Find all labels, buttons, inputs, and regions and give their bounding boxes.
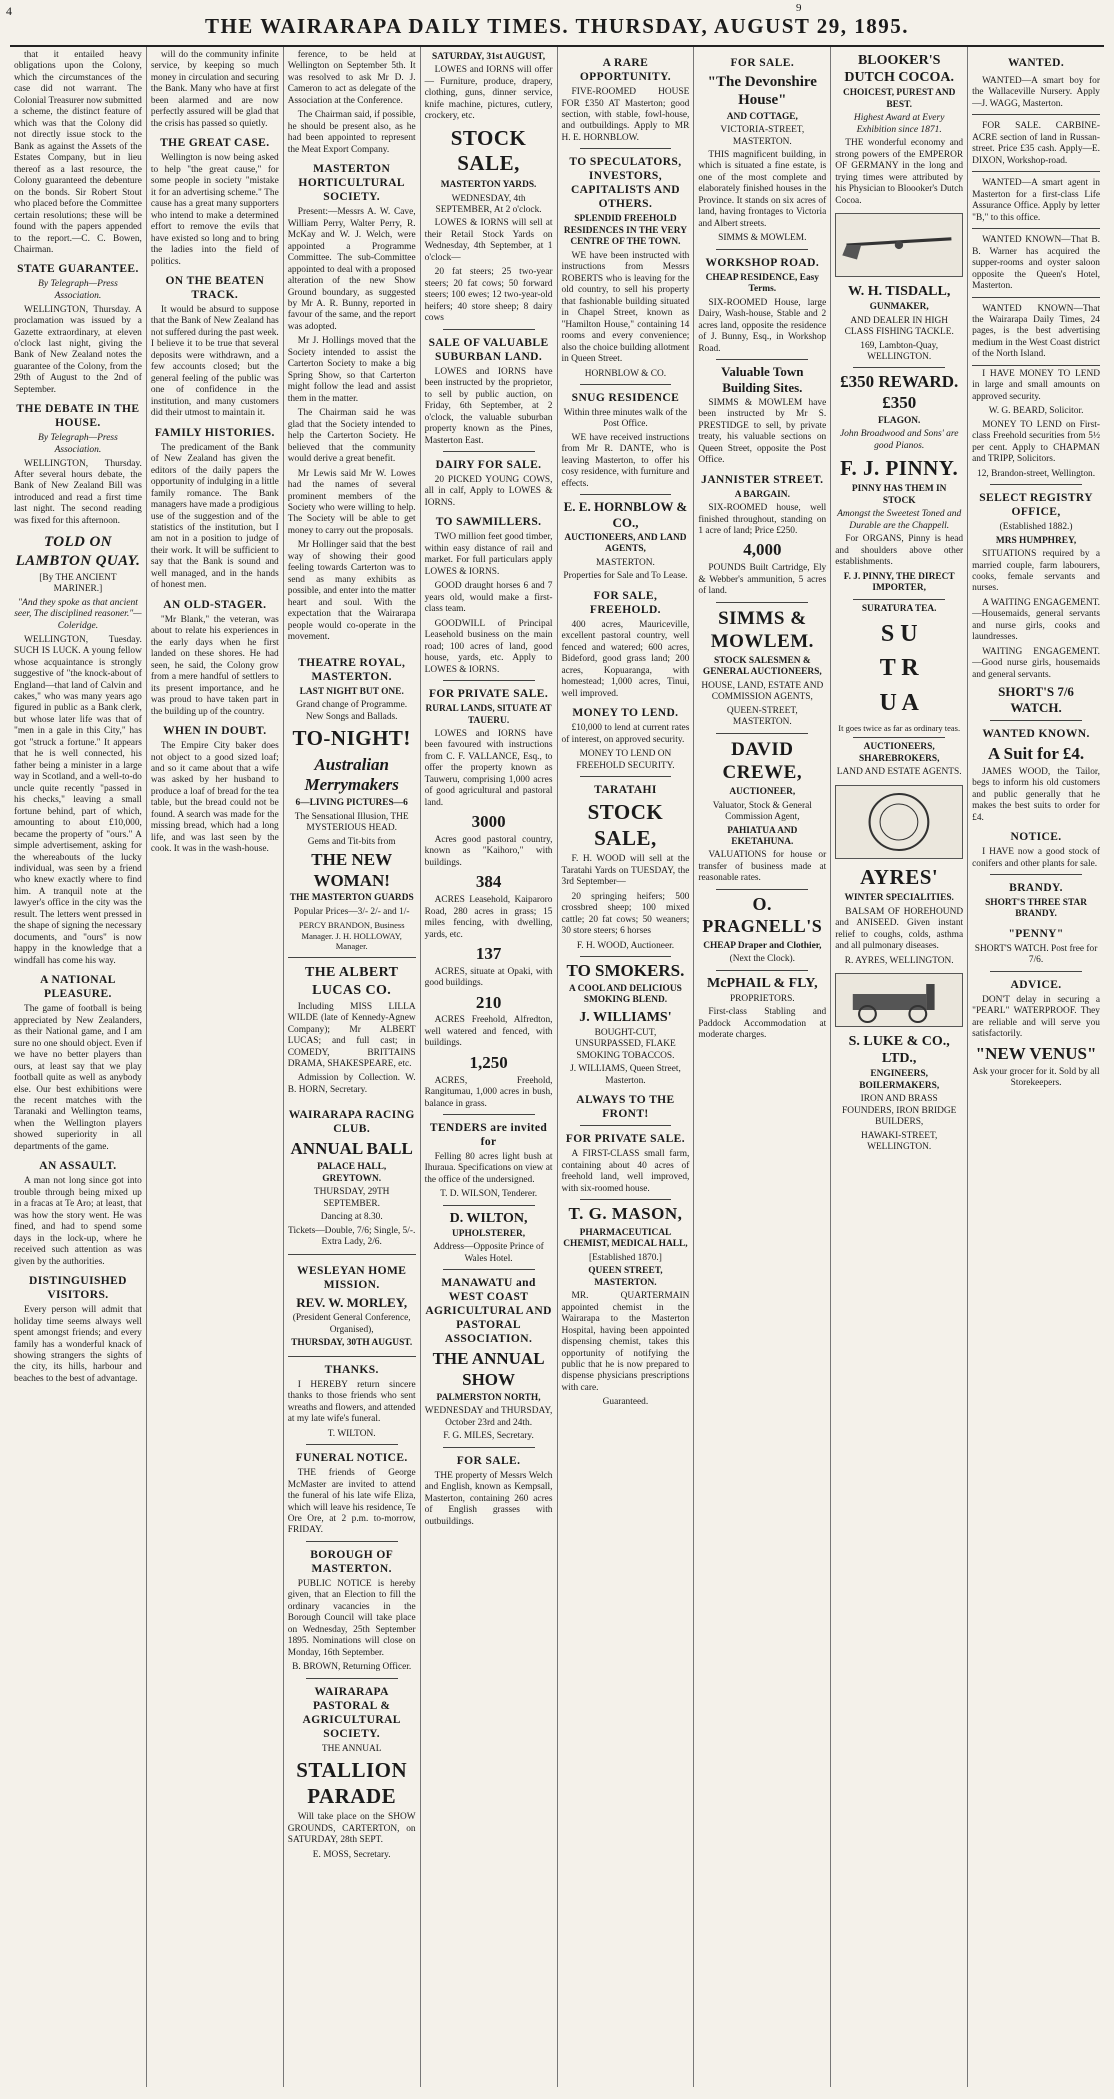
mason-title: T. G. MASON, <box>568 1204 683 1224</box>
tenders-sig: T. D. WILSON, Tenderer. <box>440 1189 538 1200</box>
hornblow-text: Properties for Sale and To Lease. <box>563 571 688 582</box>
divider <box>716 602 808 603</box>
advice-text: DON'T delay in securing a "PEARL" WATERPROOF. They are reliable and will serve you satisfactorily. <box>972 994 1100 1040</box>
home-title: FOR SALE. <box>730 57 795 69</box>
wood-text: JAMES WOOD, the Tailor, begs to inform his old customers and public generally that he makes the best suits to order for £4. <box>972 766 1100 823</box>
crewe-text: VALUATIONS for house or transfer of business made at reasonable rates. <box>698 850 827 884</box>
investors-title: TO SPECULATORS, INVESTORS, CAPITALISTS AND OTHERS. <box>569 156 682 211</box>
article-text: Admission by Collection. W. B. HORN, Secretary. <box>287 1073 416 1095</box>
divider <box>443 451 535 452</box>
mission-sub: (President General Conference, Organised), <box>292 1313 411 1335</box>
wanted-title: WANTED. <box>1007 57 1065 69</box>
notice-text: I HAVE now a good stock of conifers and other plants for sale. <box>972 847 1100 869</box>
heading: TOLD ON LAMBTON QUAY. <box>15 534 141 569</box>
divider <box>716 889 808 890</box>
column-6 <box>694 47 831 2087</box>
private-sale-text: A FIRST-CLASS small farm, containing about 40 acres of freehold land, well improved, with six-roomed house. <box>561 1149 690 1194</box>
borough-sig: B. BROWN, Returning Officer. <box>292 1662 412 1673</box>
pragnell-sub: CHEAP Draper and Clothier, <box>703 940 822 951</box>
stock-place: MASTERTON YARDS. <box>440 180 537 191</box>
theatre-big: TO-NIGHT! <box>292 726 411 751</box>
heading: FAMILY HISTORIES. <box>154 426 275 439</box>
classified: WANTED—A smart agent in Masterton for a first-class Life Assurance Office. Apply by letter "B," to this office. <box>972 175 1100 229</box>
investors-sub: SPLENDID FREEHOLD RESIDENCES IN THE VERY CENTRE OF THE TOWN. <box>563 214 687 248</box>
investors-text: WE have been instructed with instructions from Messrs ROBERTS who is leaving for the old country, to sell his property that fashionable building situated in Chapel Street, known as "Hamilton House," containing 14 rooms and every convenience; also the choice building allotment in Queen Street. <box>561 250 690 365</box>
mason-sig: Guaranteed. <box>602 1397 649 1408</box>
mission-ad <box>288 1255 416 1356</box>
divider <box>306 1678 398 1679</box>
show-sig: F. G. MILES, Secretary. <box>443 1431 534 1442</box>
money-sig: MONEY TO LEND ON FREEHOLD SECURITY. <box>576 749 675 771</box>
racing-time: Dancing at 8.30. <box>320 1212 383 1223</box>
divider <box>853 737 945 738</box>
tisdall-text: AND DEALER IN HIGH CLASS FISHING TACKLE. <box>844 315 954 338</box>
divider <box>443 1205 535 1206</box>
theatre-sub: Grand change of Programme. New Songs and Ballads. <box>296 700 408 722</box>
notice-title: NOTICE. <box>1010 831 1062 844</box>
jannister-text: SIX-ROOMED house, well finished throughout, standing on 1 acre of land; Price £250. <box>698 503 827 537</box>
taratahi-sig: F. H. WOOD, Auctioneer. <box>576 940 675 951</box>
brandy-text: SHORT'S THREE STAR BRANDY. <box>985 897 1088 920</box>
pastoral-sig: E. MOSS, Secretary. <box>312 1849 391 1860</box>
article-text: The predicament of the Bank of New Zealand has given the editors of the daily papers the opportunity of indulging in a little family romance. The Bank managers have made a prodigious use of the suggestion and of the statistics of the institution, but I am not in a position to judge of their work. It will be sufficient to say that the Bank is sound and well managed, and in the hands of honest men. <box>150 442 279 591</box>
divider <box>580 1199 672 1200</box>
simms-place: QUEEN-STREET, MASTERTON. <box>726 705 798 728</box>
home-text: THIS magnificent building, in which is situated a fine estate, is one of the most complete and elaborately finished houses in the Province. It stands on six acres of land, having frontages to Victoria and Albert streets. <box>698 150 827 229</box>
private-title: FOR PRIVATE SALE. <box>428 688 549 701</box>
hornblow-sub: AUCTIONEERS, AND LAND AGENTS, <box>564 533 687 555</box>
crewe-text: Valuator, Stock & General Commission Agent, <box>712 800 812 823</box>
venus-text: Ask your grocer for it. Sold by all Storekeepers. <box>972 1066 1100 1088</box>
acreage-figure: 210 <box>475 992 502 1012</box>
wilton-text: Address—Opposite Prince of Wales Hotel. <box>433 1242 544 1264</box>
stock-text: LOWES and IORNS will offer— Furniture, produce, drapery, clothing, guns, dinner service, knife machine, pictures, cutlery, crockery, etc. <box>424 65 553 122</box>
tisdall-place: 169, Lambton-Quay, WELLINGTON. <box>860 340 939 363</box>
ayres-title: AYRES' <box>860 864 939 889</box>
hornblow-place: MASTERTON. <box>595 557 655 568</box>
divider <box>990 484 1082 485</box>
snug-text: WE have received instructions from Mr R. DANTE, who is leaving Masterton, to offer his cosy residence, with furniture and effects. <box>561 432 690 489</box>
luke-sub: ENGINEERS, BOILERMAKERS, <box>859 1069 940 1091</box>
smokers-text: A COOL AND DELICIOUS SMOKING BLEND. <box>569 983 682 1006</box>
mcphail-sub: PROPRIETORS. <box>729 993 795 1004</box>
taratahi-title: TARATAHI <box>594 784 657 797</box>
smokers-sig: J. WILLIAMS, Queen Street, Masterton. <box>570 1064 681 1086</box>
taratahi-text: F. H. WOOD will sell at the Taratahi Yards on TUESDAY, the 3rd September— <box>561 854 690 888</box>
article-text: WELLINGTON, Thursday. A proclamation was issued by a Gazette extraordinary, at eleven o'clock last night, giving the Bank of New Zealand notes the guarantee of the Colony, from the 29th of August to the 2nd of September. <box>14 304 142 395</box>
divider <box>443 1114 535 1115</box>
watch-ad: SHORT'S 7/6 WATCH. <box>998 684 1074 716</box>
article-text: WELLINGTON, Thursday. After several hours debate, the Bank of New Zealand Bill was introduced and read a first time last night. The second reading was fixed for this afternoon. <box>14 458 142 526</box>
mission-date: THURSDAY, 30TH AUGUST. <box>291 1338 413 1349</box>
pragnell-title: O. PRAGNELL'S <box>702 893 823 936</box>
reward-text: John Broadwood and Sons' are good Pianos. <box>839 429 959 451</box>
registry-title: SELECT REGISTRY OFFICE, <box>979 492 1093 519</box>
article-text: Mr Lewis said Mr W. Lowes had the names of several prominent members of the Society who were willing to help. The Society will be able to get money to carry out the proposals. <box>287 468 416 536</box>
article-text: The Chairman said he was glad that the Society intended to help the Carterton Society. He believed that the community would derive a great benefit. <box>287 408 416 465</box>
column-5 <box>558 47 695 2087</box>
pinny-organs: For ORGANS, Pinny is head and shoulders above other establishments. <box>835 534 964 568</box>
engine-illustration <box>835 973 963 1027</box>
acreage-text: ACRES Leasehold, Kaiparoro Road, 280 acres in grass; 15 miles fencing, with dwelling, yards, etc. <box>424 895 553 940</box>
stock-text: LOWES & IORNS will sell at their Retail Stock Yards on Wednesday, 4th September, at 1 o'clock— <box>424 218 553 263</box>
divider <box>853 599 945 600</box>
racing-title: WAIRARAPA RACING CLUB. <box>288 1109 415 1136</box>
show-title: MANAWATU and WEST COAST AGRICULTURAL AND PASTORAL ASSOCIATION. <box>425 1277 552 1346</box>
heading: THE DEBATE IN THE HOUSE. <box>16 403 140 430</box>
sawmill-text: TWO million feet good timber, within easy distance of rail and market. For full particulars apply LOWES & IORNS. <box>424 532 553 577</box>
cocoa-award: Highest Award at Every Exhibition since 1871. <box>853 113 945 135</box>
thanks-title: THANKS. <box>324 1363 379 1376</box>
article-text: Every person will admit that holiday time seems always well spent amongst friends; and every family has a wonderful knack of showing strangers the sights of the city, its hills, harbour and beaches to the best of advantage. <box>14 1305 142 1384</box>
racing-place: PALACE HALL, GREYTOWN. <box>317 1162 387 1184</box>
classified: I HAVE MONEY TO LEND in large and small amounts on approved security. <box>972 368 1100 402</box>
heading: THE ALBERT LUCAS CO. <box>305 965 399 998</box>
bargain-text: FIVE-ROOMED HOUSE FOR £350 AT Masterton; good section, with stable, fowl-house, and outbuildings. Apply to MR H. E. HORNBLOW. <box>561 87 690 143</box>
divider <box>716 359 808 360</box>
classified: WANTED—A smart boy for the Wallaceville Nursery. Apply—J. WAGG, Masterton. <box>972 73 1100 115</box>
article-text: The game of football is being appreciated by New Zealanders, as their National game, and I am sure no one should object. Even if we have no better players than ours, at least say that we play football quite as well as anybody else. Our best exhibitions were the recent matches with the Taranaki and Wellington teams, when the Wellington players showed superiority in all departments of the game. <box>14 1004 142 1152</box>
article-text: will do the community infinite service, by keeping so much money in circulation and securing the Bank. Many who have at first been alarmed and are now perfectly assured will be glad that the crisis has passed so quietly. <box>150 50 279 129</box>
seal-icon <box>836 786 962 858</box>
sale-title: FOR SALE. <box>456 1454 521 1467</box>
reward-sub: FLAGON. <box>877 415 921 426</box>
pastoral-big: STALLION PARADE <box>296 1758 408 1808</box>
page-number-right: 9 <box>796 2 802 14</box>
theatre-company: Australian Merrymakers <box>304 754 399 795</box>
theatre-line2: Gems and Tit-bits from <box>307 836 396 847</box>
taratahi-list: 20 springing heifers; 500 crossbred sheep; 100 mixed cattle; 20 fat cows; 50 weaners; 30 store steers; 6 horses <box>561 891 690 937</box>
suburban-title: SALE OF VALUABLE SUBURBAN LAND. <box>428 336 549 363</box>
stock-date: SATURDAY, 31st AUGUST, <box>432 52 546 62</box>
mission-title: WESLEYAN HOME MISSION. <box>297 1265 407 1292</box>
valuable-text: SIMMS & MOWLEM have been instructed by Mr S. PRESTIDGE to sell, by private treaty, his valuable sections on Queen Street, opposite the Post Office. <box>698 397 827 466</box>
divider <box>443 1269 535 1270</box>
hornblow-title: E. E. HORNBLOW & CO., <box>563 499 688 531</box>
suburban-text: LOWES and IORNS have been instructed by the proprietor, to sell by public auction, on Friday, 6th September, at 2 o'clock, the valuable suburban property known as the Pines, Masterton East. <box>424 366 553 446</box>
theatre-agents: PERCY BRANDON, Business Manager. J. H. HOLLOWAY, Manager. <box>298 920 405 952</box>
simms-title: SIMMS & MOWLEM. <box>710 607 814 652</box>
classified: WANTED KNOWN—That the Wairarapa Daily Times, 24 pages, is the best advertising medium in the West Coast district of the North Island. <box>972 301 1100 366</box>
crewe-sub: AUCTIONEER, <box>729 787 796 798</box>
luke-title: S. LUKE & CO., LTD., <box>848 1034 950 1067</box>
divider <box>716 733 808 734</box>
stock-date2: WEDNESDAY, 4th SEPTEMBER, At 2 o'clock. <box>435 193 542 215</box>
acreage-text: ACRES, Freehold, Rangitumau, 1,000 acres in bush, balance in grass. <box>424 1075 553 1109</box>
theatre-prices: Popular Prices—3/- 2/- and 1/- <box>293 906 410 917</box>
theatre-play: The Sensational Illusion, THE MYSTERIOUS HEAD. <box>294 811 409 834</box>
article-text: Wellington is now being asked to help "the great cause," for some people in society "mistake it for an advertising scheme." The cause has a great many supporters who intend to make a determined effort to remove the evils that have existed so long and to bring the ladies into the field of politics. <box>150 153 279 267</box>
pinny-text: PINNY HAS THEM IN STOCK <box>851 484 947 506</box>
thanks-text: I HEREBY return sincere thanks to those friends who sent wreaths and flowers, and attended at my late wife's funeral. <box>287 1379 416 1425</box>
farm-text: 400 acres, Mauriceville, excellent pastoral country, well fenced and watered; 600 acres, Bideford, good grass land; 200 acres, Kopuaranga, with homestead; 1,000 acres, Tinui, well improved. <box>561 619 690 699</box>
pinny-text2: Amongst the Sweetest Toned and Durable are the Chappell. <box>837 509 962 531</box>
article-text: It would be absurd to suppose that the Bank of New Zealand has not suffered during the past week. I believe it to be true that several deposits were withdrawn, and a few accounts closed; but the general feeling of the public was one of confidence in the institution, and many customers did their utmost to maintain it. <box>150 305 279 419</box>
divider <box>443 329 535 330</box>
divider <box>306 1444 398 1445</box>
sale-text: THE property of Messrs Welch and English, known as Kempsall, Masterton, containing 260 acres of English grasses with outbuildings. <box>424 1470 553 1527</box>
mason-date: [Established 1870.] <box>588 1252 662 1263</box>
theatre-title: THEATRE ROYAL, MASTERTON. <box>298 656 406 683</box>
divider <box>853 367 945 368</box>
private-sale-title: FOR PRIVATE SALE. <box>565 1133 686 1146</box>
penny-text: SHORT'S WATCH. Post free for 7/6. <box>974 943 1098 966</box>
divider <box>443 1447 535 1448</box>
column-2 <box>147 47 284 2087</box>
divider <box>580 494 672 495</box>
heading: STATE GUARANTEE. <box>17 263 139 276</box>
crewe-title: DAVID CREWE, <box>722 738 803 783</box>
thanks-sig: T. WILTON. <box>327 1428 376 1439</box>
sawmill-title: TO SAWMILLERS. <box>435 516 542 529</box>
subheading: By Telegraph—Press Association. <box>38 279 118 302</box>
money-title: MONEY TO LEND. <box>572 707 679 720</box>
pastoral-title: WAIRARAPA PASTORAL & AGRICULTURAL SOCIETY. <box>302 1685 401 1740</box>
registry-text: WAITING ENGAGEMENT.—Good nurse girls, housemaids and general servants. <box>972 646 1100 680</box>
article-text: A man not long since got into trouble through being mixed up in a fracas at Te Aro; at least, that was how the story went. He was fined, and had to spend some days in the lock-up, where he received such attention as was given by the authorities. <box>14 1176 142 1267</box>
racing-tickets: Tickets—Double, 7/6; Single, 5/-. Extra Lady, 2/6. <box>288 1225 416 1247</box>
article-text: ference, to be held at Wellington on September 5th. It was resolved to ask Mr D. J. Cameron to act as delegate of the Association at the Conference. <box>287 50 416 106</box>
funeral-text: THE friends of George McMaster are invited to attend the funeral of his late wife Eliza, which will leave his residence, Te Ore Ore, at 2 p.m. to-morrow, FRIDAY. <box>287 1468 416 1536</box>
workshop-sub: CHEAP RESIDENCE, Easy Terms. <box>705 272 819 295</box>
borough-title: BOROUGH OF MASTERTON. <box>310 1548 394 1575</box>
home-place: VICTORIA-STREET, MASTERTON. <box>720 125 805 147</box>
divider <box>716 970 808 971</box>
bargain-title: A RARE OPPORTUNITY. <box>579 57 672 84</box>
borough-text: PUBLIC NOTICE is hereby given, that an Election to fill the ordinary vacancies in the Borough Council will take place on Wednesday, 25th September 1895. Nominations will close on Monday, 16th September. <box>287 1578 416 1658</box>
article-text: that it entailed heavy obligations upon the Colony, which the circumstances of the case did not warrant. The Colonial Treasurer now submitted a scheme, the distinct feature of which was that the Colony did not directly issue stock to the Bank as against the Assets of the Estates Company, but in lieu thereof as a last resource, the Colony guaranteed the debenture on the bonds. Sir Robert Stout who placed before the Committee certain resolutions; these will be found with the papers appended to the report.—C. C. Bowen, Chairman. <box>14 50 142 255</box>
mason-place: QUEEN STREET, MASTERTON. <box>588 1266 663 1288</box>
auctioneer-title: AUCTIONEERS, SHAREBROKERS, <box>858 742 940 764</box>
article-text: Present:—Messrs A. W. Cave, William Perry, Walter Perry, R. McKay and W. J. Welch, were appointed a Programme Committee. The sub-Committee appointed to deal with a proposed alteration of the new Show Ground boundary, as suggested by Mr A. R. Bunny, reported in favour of the same, and the report was adopted. <box>287 207 416 332</box>
investors-sig: HORNBLOW & CO. <box>584 368 667 379</box>
classified: FOR SALE. CARBINE-ACRE section of land in Russan-street. Price £35 cash. Apply—E. DIXON, Workshop-road. <box>972 118 1100 172</box>
article-text: Mr J. Hollings moved that the Society intended to assist the Carterton Society to make a big Spring Show, so that Carterton might follow the lead and assist them in the matter. <box>287 336 416 404</box>
dairy-text: 20 PICKED YOUNG COWS, all in calf, Apply to LOWES & IORNS. <box>424 474 553 508</box>
tea-title: SURATURA TEA. <box>861 603 937 614</box>
classified: WANTED KNOWN—That B. B. Warner has acquired the supper-rooms and oyster saloon opposite the Queen's Hotel, Masterton. <box>972 232 1100 297</box>
divider <box>990 971 1082 972</box>
theatre-play: THE MASTERTON GUARDS <box>289 893 414 904</box>
snug-title: SNUG RESIDENCE <box>571 392 680 404</box>
racing-sub: ANNUAL BALL <box>290 1139 413 1159</box>
tea-letters: T R <box>879 655 919 682</box>
masthead: THE WAIRARAPA DAILY TIMES. THURSDAY, AUGUST 29, 1895. <box>10 6 1104 47</box>
heading: DISTINGUISHED VISITORS. <box>29 1275 127 1302</box>
tea-letters: S U <box>880 621 918 648</box>
pastoral-text: Will take place on the SHOW GROUNDS, CARTERTON, on SATURDAY, 28th SEPT. <box>287 1812 416 1846</box>
cocoa-text: THE wonderful economy and strong powers of the EMPEROR OF GERMANY in the long and trying times were attributed by his Physician to Bloooker's Dutch Cocoa. <box>835 138 964 206</box>
loan-figure: 4,000 <box>743 540 782 560</box>
heading: WHEN IN DOUBT. <box>163 725 267 738</box>
ayres-sig: R. AYRES, WELLINGTON. <box>844 955 954 966</box>
workshop-text: SIX-ROOMED House, large Dairy, Wash-house, Stable and 2 acres land, opposite the residence of J. Bunny, Esq., in Workshop Road. <box>698 297 827 354</box>
cocoa-sub: CHOICEST, PUREST AND BEST. <box>842 88 956 110</box>
penny-title: "PENNY" <box>1008 927 1064 940</box>
column-8 <box>968 47 1104 2087</box>
acreage-figure: 3000 <box>471 812 506 832</box>
gun-illustration <box>835 213 963 277</box>
epigraph: "And they spoke as that ancient seer, The disciplined reasoner."—Coleridge. <box>14 597 142 632</box>
mcphail-title: McPHAIL & FLY, <box>707 975 818 991</box>
heading: AN OLD-STAGER. <box>163 598 267 611</box>
workshop-title: WORKSHOP ROAD. <box>705 256 820 269</box>
racing-date: THURSDAY, 29TH SEPTEMBER. <box>313 1187 390 1209</box>
ayres-sub: WINTER SPECIALITIES. <box>844 893 954 904</box>
tisdall-sub: GUNMAKER, <box>869 302 929 313</box>
snug-sub: Within three minutes walk of the Post Office. <box>563 408 688 430</box>
goodwill-text: GOODWILL of Principal Leasehold business on the main road; 100 acres of land, good house, yards, etc. Apply to LOWES & IORNS. <box>424 618 553 675</box>
pastoral-sub: THE ANNUAL <box>321 1743 382 1754</box>
front-title: ALWAYS TO THE FRONT! <box>576 1094 675 1121</box>
money-text: £10,000 to lend at current rates of interest, on approved security. <box>561 723 690 745</box>
funeral-title: FUNERAL NOTICE. <box>295 1452 408 1465</box>
pinny-title: F. J. PINNY. <box>840 455 959 480</box>
home-big: "The Devonshire House" <box>707 74 817 109</box>
home-sub: AND COTTAGE, <box>726 111 798 122</box>
article-text: "Mr Blank," the veteran, was about to relate his experiences in the early days when he first landed on these shores. He had seen, he said, the Colony grow from a mere handful of settlers to its present importance, and he was proud to have taken part in the building up of the country. <box>150 614 279 717</box>
acreage-figure: 384 <box>475 872 502 892</box>
acreage-text: ACRES Freehold, Alfredton, well watered and fenced, with buildings. <box>424 1015 553 1049</box>
divider <box>580 776 672 777</box>
columns <box>10 47 1104 2087</box>
heading: ON THE BEATEN TRACK. <box>165 274 265 301</box>
theatre-ad <box>288 647 416 959</box>
advice-title: ADVICE. <box>1010 978 1062 991</box>
private-sub: RURAL LANDS, SITUATE AT TAUERU. <box>425 704 552 726</box>
mcphail-text: First-class Stabling and Paddock Accommodation at moderate charges. <box>698 1007 827 1041</box>
registry-text: A WAITING ENGAGEMENT.—Housemaids, general servants and nurse girls, cooks and laundresses. <box>972 597 1100 643</box>
acreage-text: ACRES, situate at Opaki, with good buildings. <box>424 966 553 989</box>
tenders-text: Felling 80 acres light bush at Ihuraua. Specifications on view at the office of the undersigned. <box>424 1152 553 1185</box>
wilton-title: D. WILTON, <box>449 1210 528 1226</box>
divider <box>443 680 535 681</box>
simms-sub: STOCK SALESMEN & GENERAL AUCTIONEERS, <box>702 655 822 678</box>
valuable-title: Valuable Town Building Sites. <box>721 364 804 395</box>
farm-title: FOR SALE, FREEHOLD. <box>589 589 661 616</box>
theatre-line: LAST NIGHT BUT ONE. <box>299 686 404 697</box>
ayres-text: BALSAM OF HOREHOUND and ANISEED. Given instant relief to coughs, colds, asthma and all pulmonary diseases. <box>835 906 964 952</box>
theatre-play: THE NEW WOMAN! <box>311 850 393 890</box>
smokers-title: TO SMOKERS. <box>566 961 685 981</box>
tea-text: It goes twice as far as ordinary teas. <box>838 722 961 733</box>
page-number: 4 <box>6 4 12 18</box>
acreage-figure: 1,250 <box>469 1052 508 1072</box>
mason-text: MR. QUARTERMAIN appointed chemist in the Wairarapa to the Masterton Hospital, having been appointed dispensing chemist, takes this opportunity of notifying the public that he is now prepared to dispense physicians prescriptions with care. <box>561 1291 690 1393</box>
show-big: THE ANNUAL SHOW <box>432 1349 545 1390</box>
show-date: WEDNESDAY and THURSDAY, October 23rd and 24th. <box>424 1406 553 1428</box>
heading: AN ASSAULT. <box>39 1160 117 1173</box>
column-7 <box>831 47 968 2087</box>
engine-icon <box>836 974 962 1026</box>
registry-text: SITUATIONS required by a married couple, farm labourers, cooks, female servants and nurses. <box>972 549 1100 594</box>
brandy-title: BRANDY. <box>1009 881 1063 894</box>
divider <box>990 720 1082 721</box>
stock-title: STOCK SALE, <box>450 125 527 176</box>
private-text: LOWES and IORNS have been favoured with instructions from C. F. VALLANCE, Esq., to offer the property known as Tauweru, comprising 1,000 acres of good agricultural and pastoral land. <box>424 728 553 808</box>
auctioneer-sub: LAND AND ESTATE AGENTS. <box>836 767 962 778</box>
divider <box>580 384 672 385</box>
mission-name: REV. W. MORLEY, <box>296 1295 408 1311</box>
registry-sub: (Established 1882.) <box>999 522 1073 533</box>
cocoa-title: BLOOKER'S DUTCH COCOA. <box>844 53 955 86</box>
harcourt-seal <box>835 785 963 859</box>
wilton-sub: UPHOLSTERER, <box>451 1228 526 1239</box>
classified-sig: W. G. BEARD, Solicitor. <box>988 406 1084 417</box>
pragnell-place: (Next the Clock). <box>729 954 795 965</box>
loan-text: POUNDS Built Cartridge, Ely & Webber's ammunition, 5 acres of land. <box>698 563 827 597</box>
divider <box>306 1541 398 1542</box>
smokers-sub: J. WILLIAMS' <box>579 1009 672 1025</box>
article-text: Including MISS LILLA WILDE (late of Kennedy-Agnew Company); Mr ALBERT LUCAS; and full cast; in COMEDY, BRITTAINS DRAMA, SHAKESPEARE, etc. <box>287 1001 416 1069</box>
acreage-text: Acres good pastoral country, known as "Kaihoro," with buildings. <box>424 835 553 868</box>
stock-list: 20 fat steers; 25 two-year steers; 20 fat cows; 50 forward steers; 100 ewes; 12 two-year-old heifers; 40 store sheep; 8 dairy cows <box>424 267 553 324</box>
taratahi-big: STOCK SALE, <box>587 800 664 850</box>
subheading: By Telegraph—Press Association. <box>38 433 118 455</box>
registry-name: MRS HUMPHREY, <box>995 535 1077 546</box>
show-place: PALMERSTON NORTH, <box>436 1392 541 1403</box>
luke-text: IRON AND BRASS FOUNDERS, IRON BRIDGE BUILDERS, <box>842 1094 957 1128</box>
column-1 <box>10 47 147 2087</box>
divider <box>716 249 808 250</box>
divider <box>990 874 1082 875</box>
tenders-title: TENDERS are invited for <box>429 1121 548 1148</box>
racing-ad <box>288 1099 416 1255</box>
rifle-icon <box>836 214 962 276</box>
column-3 <box>284 47 421 2087</box>
column-4 <box>421 47 558 2087</box>
divider <box>580 956 672 957</box>
article-text: The Chairman said, if possible, he should be present also, as he had been appointed to represent the Meat Export Company. <box>287 110 416 155</box>
classified-sig: 12, Brandon-street, Wellington. <box>977 468 1096 479</box>
divider <box>580 1125 672 1126</box>
tisdall-title: W. H. TISDALL, <box>848 284 951 300</box>
simms-text: HOUSE, LAND, ESTATE AND COMMISSION AGENTS, <box>701 680 824 703</box>
tea-letters: U A <box>879 689 919 716</box>
classified: MONEY TO LEND on First-class Freehold securities from 5½ per cent. Apply to CHAPMAN and TRIPP, Solicitors. <box>972 419 1100 465</box>
byline: [By THE ANCIENT MARINER.] <box>39 572 117 595</box>
acreage-figure: 137 <box>475 944 502 964</box>
smokers-text: BOUGHT-CUT, UNSURPASSED, FLAKE SMOKING TOBACCOS. <box>575 1027 676 1061</box>
heading: A NATIONAL PLEASURE. <box>40 974 116 1001</box>
luke-place: HAWAKI-STREET, WELLINGTON. <box>860 1130 938 1153</box>
heading: MASTERTON HORTICULTURAL SOCIETY. <box>298 163 405 204</box>
pinny-sig: F. J. PINNY, THE DIRECT IMPORTER, <box>843 571 955 594</box>
heading: THE GREAT CASE. <box>160 137 270 150</box>
mason-sub: PHARMACEUTICAL CHEMIST, MEDICAL HALL, <box>563 1227 688 1250</box>
wood-title: WANTED KNOWN. <box>982 727 1090 740</box>
reward-title: £350 REWARD. £350 <box>840 372 959 413</box>
article-text: WELLINGTON, Tuesday. SUCH IS LUCK. A young fellow whose acquaintance is strongly suggestive of "the knock-about of England—that land of Calvin and cakes," who was many years ago figured in public as a Bank clerk, but whose later life was that of "men in a gale in this City," has got "struck a fortune." It appears that he is well connected, his father being a minister in a large way in Scotland, and a well-to-do uncle quite recently "passed in his checks," leaving a small fortune behind, part of which, amounting to about £10,000, became the property of "ours." A simple advertisement, asking for the whereabouts of the lucky individual, was seen by a friend who knew exactly where to find him. A tranquil note at the lawyer's office in the city was the result. The letters went pressed in the shape of signing the necessary documents, and "ours" is now happy in the knowledge that a windfall has come his way. <box>14 634 142 966</box>
jannister-title: JANNISTER STREET. <box>701 473 824 486</box>
divider <box>580 148 672 149</box>
crewe-place: PAHIATUA AND EKETAHUNA. <box>727 825 798 847</box>
wood-sub: A Suit for £4. <box>988 743 1085 763</box>
horses-text: GOOD draught horses 6 and 7 years old, would make a first-class team. <box>424 581 553 615</box>
jannister-sub: A BARGAIN. <box>734 489 790 500</box>
dairy-title: DAIRY FOR SALE. <box>435 458 542 471</box>
article-text: The Empire City baker does not object to a good sized loaf; and so it came about that a wife was asked by her husband to produce a loaf of bread for the tea table, but the bread could not be found. A search was made for the missing bread, which had a long life, and was last seen by the cook. It was in the wash-house. <box>150 741 279 855</box>
theatre-sub2: 6—LIVING PICTURES—6 <box>295 798 408 809</box>
venus-title: "NEW VENUS" <box>975 1043 1097 1063</box>
home-sig: SIMMS & MOWLEM. <box>718 233 807 244</box>
article-text: Mr Hollinger said that the best way of showing their good feeling towards Carterton was to send as many exhibits as possible, and enter into the matter heart and soul. With the expectation that the Wairarapa people would co-operate in the movement. <box>287 540 416 643</box>
